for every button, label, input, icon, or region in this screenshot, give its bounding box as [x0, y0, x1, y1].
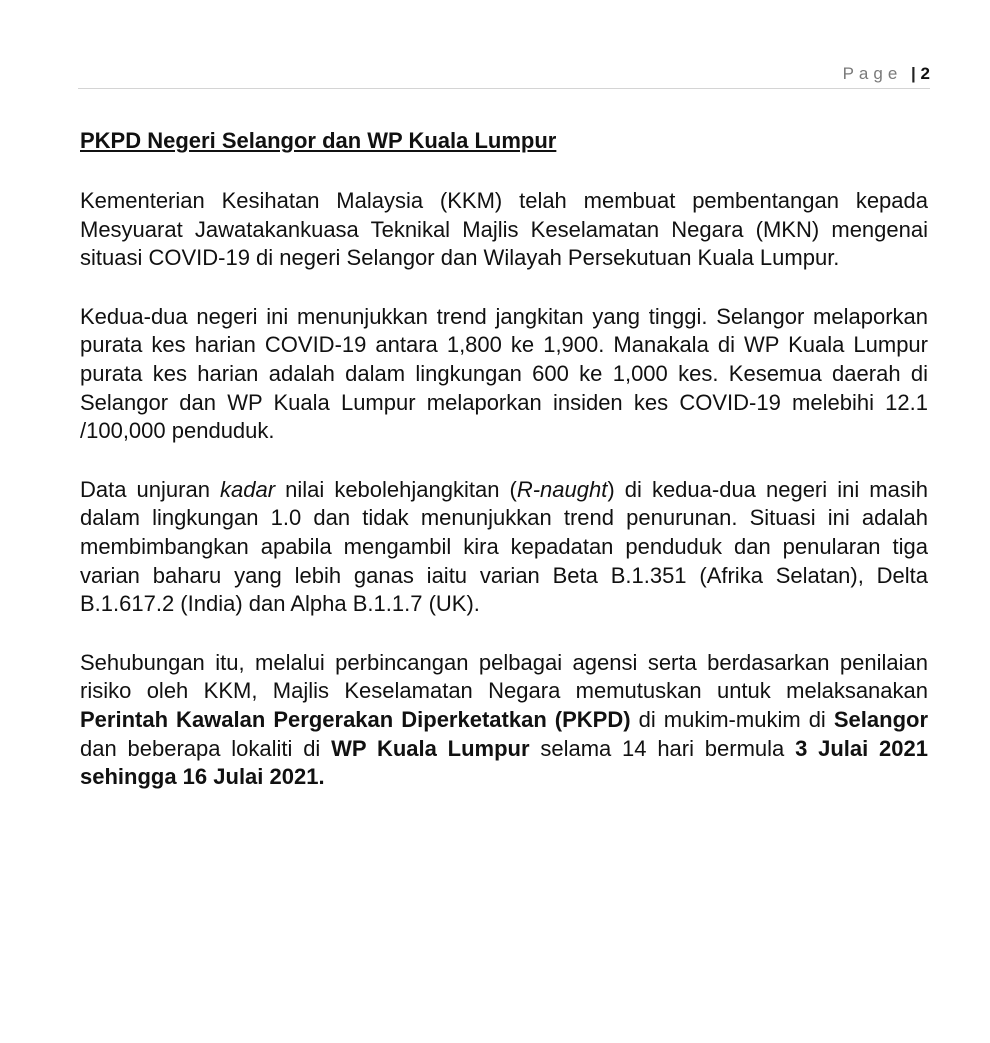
document-body [80, 126, 928, 792]
paragraph-4-text-2: di mukim-mukim di [630, 706, 834, 732]
document-title: PKPD Negeri Selangor dan WP Kuala Lumpur [80, 128, 557, 153]
paragraph-4-bold-dates: 3 Julai 2021 sehingga 16 Julai 2021. [80, 735, 928, 790]
page-number: 2 [920, 64, 930, 83]
paragraph-4-bold-selangor: Selangor [833, 706, 929, 732]
page-label: Page [842, 64, 903, 83]
paragraph-2: Kedua-dua negeri ini menunjukkan trend jangkitan yang tinggi. Selangor melaporkan purata kes harian COVID-19 antara 1,800 ke 1,900. Manakala di WP Kuala Lumpur purata kes harian adalah dalam lingkungan 600 ke 1,000 kes. Kesemua daerah di Selangor dan WP Kuala Lumpur melaporkan insiden kes COVID-19 melebihi 12.1 /100,000 penduduk. [80, 303, 928, 444]
paragraph-3-italic-kadar: kadar [220, 476, 276, 502]
paragraph-4-text-3: dan beberapa lokaliti di [80, 735, 332, 761]
paragraph-4-text-1: Sehubungan itu, melalui perbincangan pelbagai agensi serta berdasarkan penilaian risiko oleh KKM, Majlis Keselamatan Negara memutuskan untuk melaksanakan [80, 649, 928, 704]
paragraph-3-text-1: Data unjuran [80, 476, 220, 502]
paragraph-3 [80, 476, 928, 619]
page-separator: | [911, 64, 916, 83]
paragraph-3-italic-r-naught: R-naught [516, 476, 608, 502]
paragraph-3-text-2: nilai kebolehjangkitan ( [275, 476, 517, 502]
paragraph-4-bold-wp-kl: WP Kuala Lumpur [331, 735, 530, 761]
paragraph-4-bold-pkpd: Perintah Kawalan Pergerakan Diperketatkan (PKPD) [80, 706, 631, 732]
page-header [78, 60, 930, 89]
paragraph-4 [80, 649, 928, 792]
paragraph-1: Kementerian Kesihatan Malaysia (KKM) telah membuat pembentangan kepada Mesyuarat Jawatakankuasa Teknikal Majlis Keselamatan Negara (MKN) mengenai situasi COVID-19 di negeri Selangor dan Wilayah Persekutuan Kuala Lumpur. [80, 188, 928, 271]
paragraph-4-text-4: selama 14 hari bermula [529, 735, 796, 761]
paragraph-3-text-3: ) di kedua-dua negeri ini masih dalam lingkungan 1.0 dan tidak menunjukkan trend penurunan. Situasi ini adalah membimbangkan apabila mengambil kira kepadatan penduduk dan penularan tiga varian baharu yang lebih ganas iaitu varian Beta B.1.351 (Afrika Selatan), Delta B.1.617.2 (India) dan Alpha B.1.1.7 (UK). [80, 476, 928, 617]
